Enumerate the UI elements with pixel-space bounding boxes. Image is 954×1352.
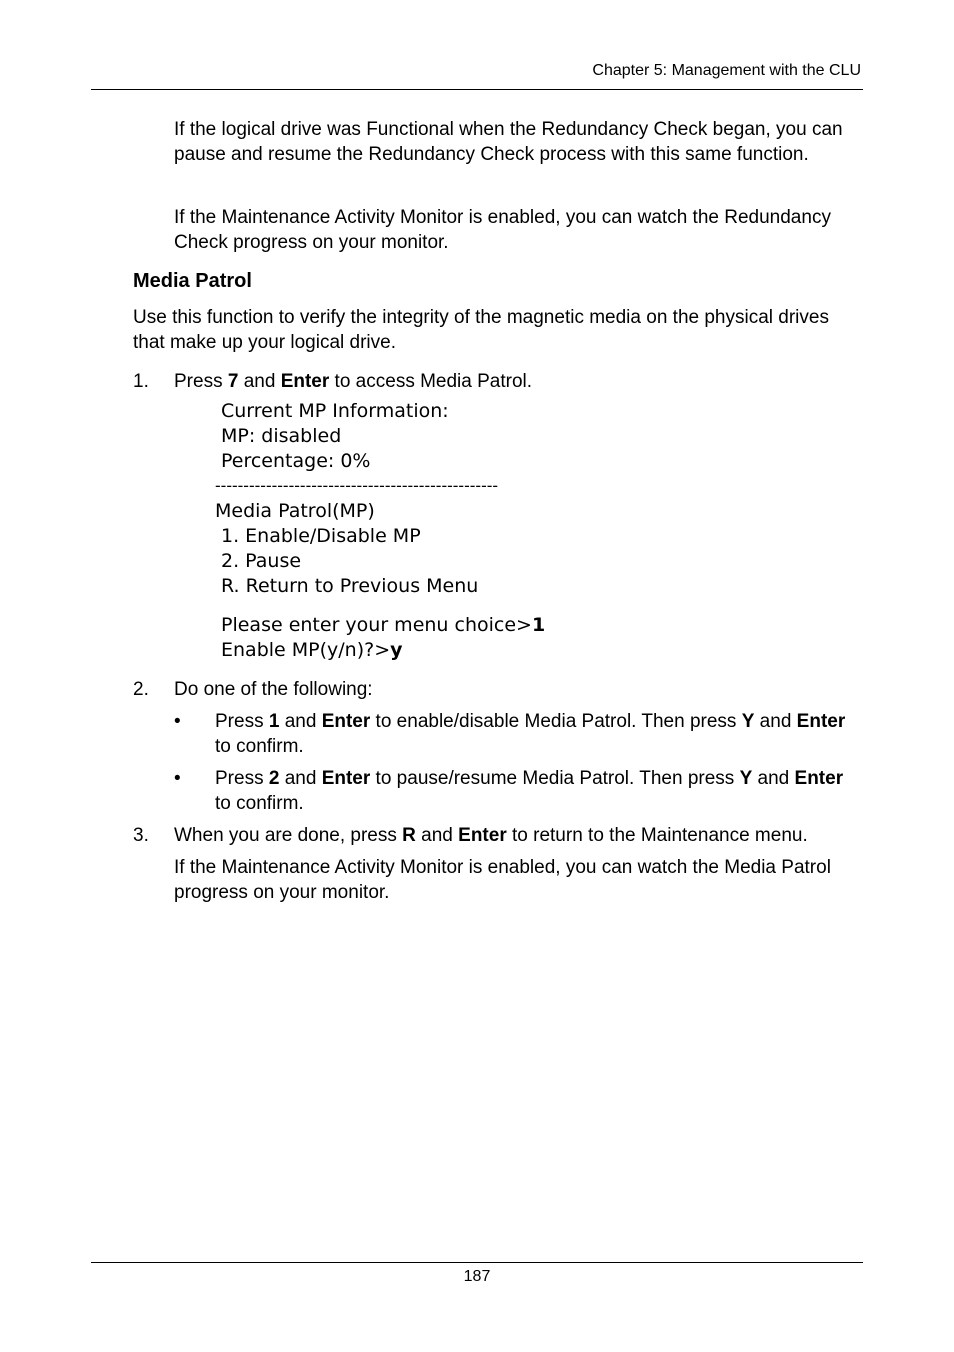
console-confirm-input: y (390, 639, 403, 661)
section-description: Use this function to verify the integrity of the magnetic media on the physical drives that make up your logical drive. (133, 307, 829, 353)
bullet-item-2: Press 2 and Enter to pause/resume Media Patrol. Then press Y and Enter to confirm. (215, 768, 844, 814)
step-2-text: Do one of the following: (174, 679, 373, 700)
page-number: 187 (463, 1268, 491, 1285)
step-1-text: Press 7 and Enter to access Media Patrol. (174, 371, 533, 392)
running-header: Chapter 5: Management with the CLU (592, 62, 861, 79)
key-enter: Enter (458, 825, 507, 846)
bullet-icon: • (174, 768, 181, 789)
step-3-text: When you are done, press R and Enter to return to the Maintenance menu. (174, 825, 808, 846)
header-rule (91, 89, 863, 90)
console-percentage: Percentage: 0% (221, 450, 371, 472)
section-title: Media Patrol (133, 270, 252, 292)
console-menu-title: Media Patrol(MP) (215, 500, 375, 522)
console-separator: -------------------------------------------------- (215, 476, 499, 495)
console-option-2: 2. Pause (221, 550, 302, 572)
console-option-1: 1. Enable/Disable MP (221, 525, 421, 547)
console-prompt: Please enter your menu choice>1 (221, 614, 546, 636)
console-prompt-input: 1 (531, 614, 546, 636)
intro-paragraph-2: If the Maintenance Activity Monitor is enabled, you can watch the Redundancy Check progress on your monitor. (174, 207, 831, 253)
bullet-item-1: Press 1 and Enter to enable/disable Media Patrol. Then press Y and Enter to confirm. (215, 711, 846, 757)
footer-rule (91, 1262, 863, 1263)
console-option-r: R. Return to Previous Menu (221, 575, 479, 597)
key-7: 7 (227, 371, 239, 392)
step-3-note: If the Maintenance Activity Monitor is enabled, you can watch the Media Patrol progress on your monitor. (174, 857, 831, 903)
step-2-number: 2. (133, 679, 149, 700)
intro-paragraph-1: If the logical drive was Functional when the Redundancy Check began, you can pause and resume the Redundancy Check process with this same function. (174, 119, 843, 165)
console-confirm: Enable MP(y/n)?>y (221, 639, 403, 661)
key-enter: Enter (280, 371, 330, 392)
key-r: R (402, 825, 416, 846)
console-mp-status: MP: disabled (221, 425, 342, 447)
step-1-number: 1. (133, 371, 149, 392)
console-info-title: Current MP Information: (221, 400, 449, 422)
step-3-number: 3. (133, 825, 149, 846)
bullet-icon: • (174, 711, 181, 732)
